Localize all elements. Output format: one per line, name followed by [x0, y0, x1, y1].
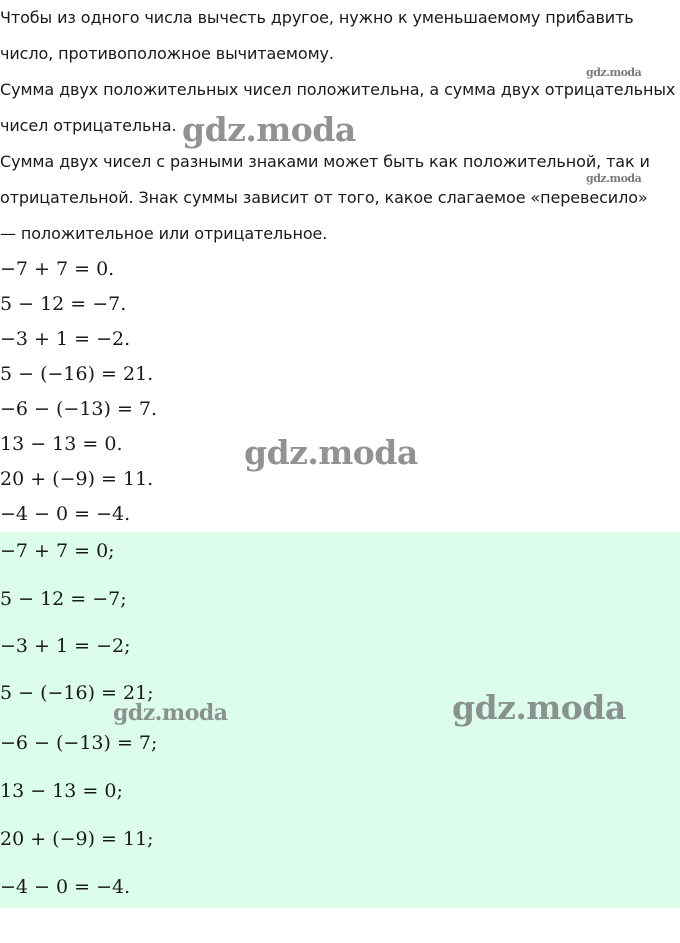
- rule-line-4: чисел отрицательна.: [0, 116, 177, 135]
- equation-7: 20 + (−9) = 11.: [0, 468, 154, 490]
- answer-line-4: 5 − (−16) = 21;: [0, 682, 154, 704]
- equation-2: 5 − 12 = −7.: [0, 293, 127, 315]
- answer-line-3: −3 + 1 = −2;: [0, 635, 131, 657]
- rule-line-6: отрицательной. Знак суммы зависит от того, какое слагаемое «перевесило»: [0, 188, 648, 207]
- equation-6: 13 − 13 = 0.: [0, 433, 123, 455]
- answer-line-2: 5 − 12 = −7;: [0, 588, 127, 610]
- watermark-small-2: gdz.moda: [586, 172, 642, 185]
- watermark-medium-1: gdz.moda: [113, 700, 228, 726]
- rule-line-5: Сумма двух чисел с разными знаками может быть как положительной, так и: [0, 152, 650, 171]
- watermark-large-1: gdz.moda: [182, 110, 356, 149]
- rule-line-1: Чтобы из одного числа вычесть другое, нужно к уменьшаемому прибавить: [0, 8, 634, 27]
- watermark-small-1: gdz.moda: [586, 66, 642, 79]
- equation-3: −3 + 1 = −2.: [0, 328, 131, 350]
- answer-line-5: −6 − (−13) = 7;: [0, 732, 158, 754]
- equation-1: −7 + 7 = 0.: [0, 258, 115, 280]
- answer-line-6: 13 − 13 = 0;: [0, 780, 123, 802]
- answer-line-7: 20 + (−9) = 11;: [0, 828, 154, 850]
- equation-4: 5 − (−16) = 21.: [0, 363, 154, 385]
- watermark-large-3: gdz.moda: [452, 688, 626, 727]
- answer-line-1: −7 + 7 = 0;: [0, 540, 115, 562]
- rule-line-2: число, противоположное вычитаемому.: [0, 44, 334, 63]
- rule-line-3: Сумма двух положительных чисел положительна, а сумма двух отрицательных: [0, 80, 676, 99]
- equation-8: −4 − 0 = −4.: [0, 503, 131, 525]
- watermark-large-2: gdz.moda: [244, 433, 418, 472]
- equation-5: −6 − (−13) = 7.: [0, 398, 158, 420]
- rule-line-7: — положительное или отрицательное.: [0, 224, 328, 243]
- answer-line-8: −4 − 0 = −4.: [0, 876, 131, 898]
